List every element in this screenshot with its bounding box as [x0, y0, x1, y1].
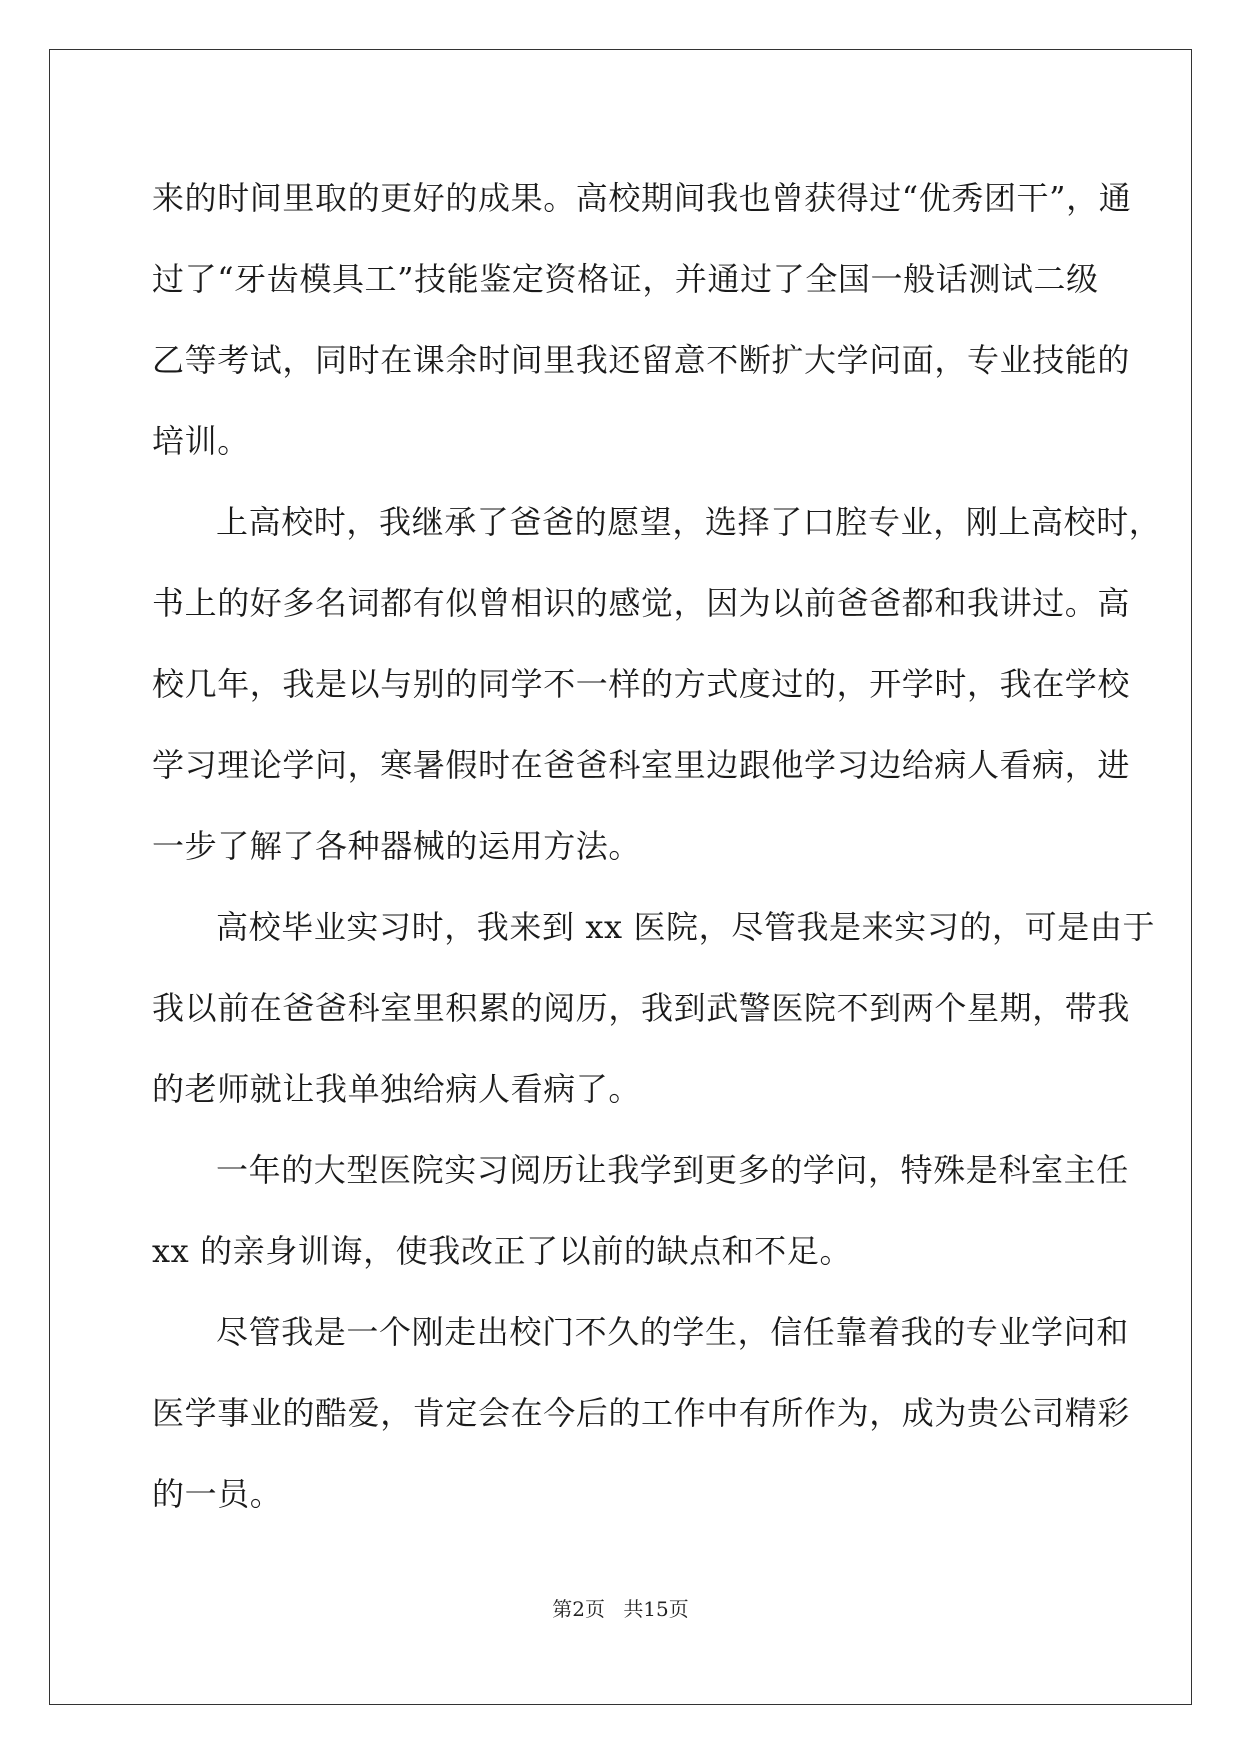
text-line: 一年的大型医院实习阅历让我学到更多的学问，特殊是科室主任: [216, 1151, 1129, 1189]
text-line: 的老师就让我单独给病人看病了。: [152, 1070, 642, 1108]
text-line: 书上的好多名词都有似曾相识的感觉，因为以前爸爸都和我讲过。高: [152, 584, 1131, 622]
page-footer: [0, 1593, 1241, 1622]
text-line: 我以前在爸爸科室里积累的阅历，我到武警医院不到两个星期，带我: [152, 989, 1131, 1027]
text-line: 医学事业的酷爱，肯定会在今后的工作中有所作为，成为贵公司精彩: [152, 1394, 1131, 1432]
text-line: 一步了解了各种器械的运用方法。: [152, 827, 642, 865]
text-line: 来的时间里取的更好的成果。高校期间我也曾获得过“优秀团干”，通: [152, 179, 1132, 217]
page-number: 第2页: [552, 1597, 605, 1621]
paragraph: [152, 887, 1156, 1130]
text-line: 尽管我是一个刚走出校门不久的学生，信任靠着我的专业学问和: [216, 1313, 1129, 1351]
text-line: 乙等考试，同时在课余时间里我还留意不断扩大学问面，专业技能的: [152, 341, 1131, 379]
text-line: 的一员。: [152, 1475, 283, 1513]
text-line: xx 的亲身训诲，使我改正了以前的缺点和不足。: [152, 1232, 853, 1270]
text-line: 学习理论学问，寒暑假时在爸爸科室里边跟他学习边给病人看病，进: [152, 746, 1131, 784]
paragraph: [152, 482, 1162, 887]
document-body: [152, 158, 1162, 1535]
page-total: 共15页: [623, 1597, 689, 1621]
text-line: 校几年，我是以与别的同学不一样的方式度过的，开学时，我在学校: [152, 665, 1131, 703]
text-line: 上高校时，我继承了爸爸的愿望，选择了口腔专业，刚上高校时，: [216, 503, 1162, 541]
text-line: 高校毕业实习时，我来到 xx 医院，尽管我是来实习的，可是由于: [216, 908, 1156, 946]
paragraph: [152, 158, 1132, 482]
text-line: 过了“牙齿模具工”技能鉴定资格证，并通过了全国一般话测试二级: [152, 260, 1099, 298]
paragraph: [152, 1130, 1129, 1292]
paragraph: [152, 1292, 1131, 1535]
text-line: 培训。: [152, 422, 250, 460]
